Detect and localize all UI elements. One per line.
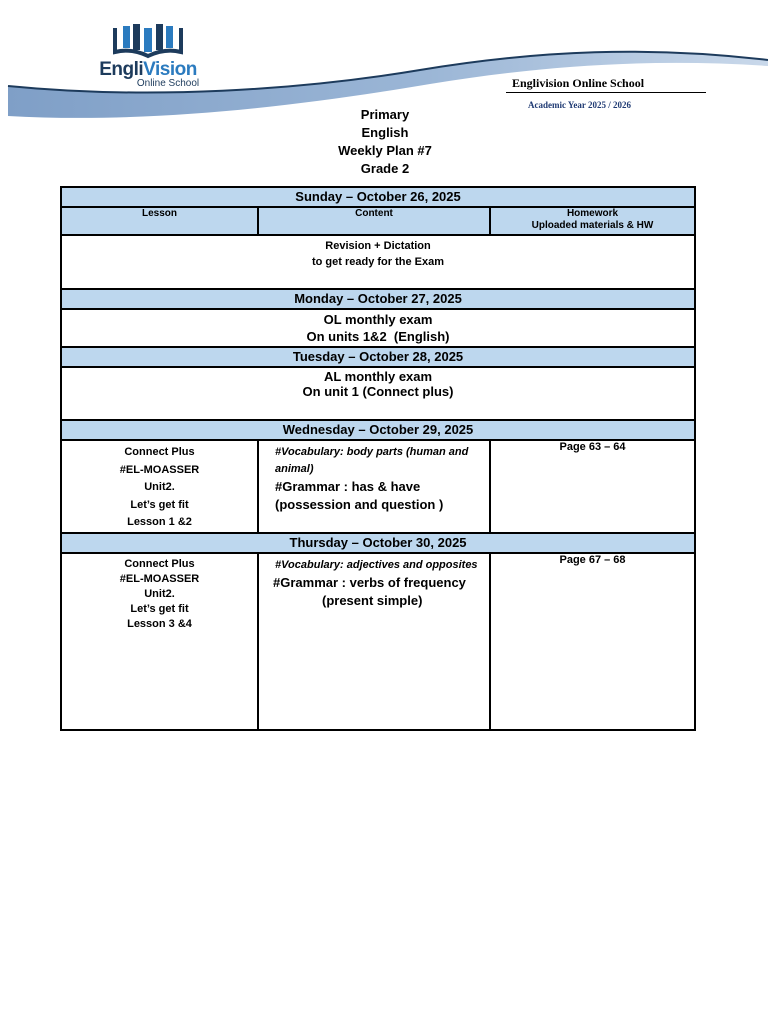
column-header-homework — [490, 207, 695, 235]
thursday-lesson — [61, 553, 258, 730]
monday-content — [61, 309, 695, 347]
title-stage: Primary — [360, 107, 410, 122]
lesson-unit: Unit2. — [144, 481, 175, 493]
lesson-series: #EL-MOASSER — [119, 573, 200, 585]
day-header-monday — [61, 289, 695, 309]
document-title — [300, 106, 470, 178]
tuesday-text-line1: AL monthly exam — [323, 369, 433, 384]
day-label: Thursday – October 30, 2025 — [61, 533, 695, 553]
day-label: Sunday – October 26, 2025 — [61, 187, 695, 207]
column-header-lesson: Lesson — [61, 207, 258, 235]
open-book-icon — [111, 22, 185, 60]
day-header-sunday — [61, 187, 695, 207]
day-label: Tuesday – October 28, 2025 — [61, 347, 695, 367]
lesson-book: Connect Plus — [124, 446, 195, 458]
grammar-text: #Grammar : has & have (possession and question ) — [275, 479, 444, 512]
lesson-unit-title: Let’s get fit — [130, 603, 189, 615]
day-label: Monday – October 27, 2025 — [61, 289, 695, 309]
lesson-number: Lesson 1 &2 — [127, 516, 192, 528]
day-label: Wednesday – October 29, 2025 — [61, 420, 695, 440]
lesson-series: #EL-MOASSER — [119, 463, 200, 476]
logo-name: EngliVision — [99, 59, 197, 80]
homework-header-line1: Homework — [566, 208, 619, 219]
day-header-thursday — [61, 533, 695, 553]
school-logo — [88, 22, 208, 92]
sunday-text-line1: Revision + Dictation — [325, 240, 431, 252]
sunday-content-row — [61, 235, 695, 289]
logo-subtitle: Online School — [136, 78, 200, 89]
lesson-unit-title: Let’s get fit — [130, 498, 189, 511]
day-header-wednesday — [61, 420, 695, 440]
grammar-subtext: (present simple) — [322, 593, 423, 608]
monday-content-row — [61, 309, 695, 347]
wednesday-content — [258, 440, 490, 533]
wednesday-content-row — [61, 440, 695, 533]
column-header-row — [61, 207, 695, 235]
grammar-text: #Grammar : verbs of frequency — [273, 575, 466, 590]
divider-line — [506, 92, 706, 93]
wednesday-lesson — [61, 440, 258, 533]
thursday-content-row — [61, 553, 695, 730]
thursday-content — [258, 553, 490, 730]
thursday-homework: Page 67 – 68 — [490, 553, 695, 730]
lesson-unit: Unit2. — [144, 588, 175, 600]
monday-text-line2: On units 1&2 (English) — [306, 329, 450, 344]
academic-year: Academic Year 2025 / 2026 — [528, 100, 631, 110]
tuesday-content — [61, 367, 695, 420]
weekly-plan-table — [60, 186, 696, 731]
wednesday-homework: Page 63 – 64 — [490, 440, 695, 533]
title-subject: English — [361, 125, 409, 140]
school-name: Englivision Online School — [512, 76, 645, 90]
lesson-number: Lesson 3 &4 — [127, 618, 192, 630]
vocabulary-text: #Vocabulary: adjectives and opposites — [275, 559, 478, 571]
column-header-content: Content — [258, 207, 490, 235]
sunday-text-line2: to get ready for the Exam — [311, 256, 445, 268]
monday-text-line1: OL monthly exam — [323, 312, 433, 327]
tuesday-content-row — [61, 367, 695, 420]
title-grade: Grade 2 — [360, 161, 410, 176]
title-plan: Weekly Plan #7 — [338, 143, 432, 158]
vocabulary-text: #Vocabulary: body parts (human and animal) — [275, 446, 469, 475]
day-header-tuesday — [61, 347, 695, 367]
sunday-content — [61, 235, 695, 289]
homework-header-line2: Uploaded materials & HW — [531, 220, 654, 231]
tuesday-text-line2: On unit 1 (Connect plus) — [302, 384, 454, 399]
lesson-book: Connect Plus — [124, 558, 195, 570]
